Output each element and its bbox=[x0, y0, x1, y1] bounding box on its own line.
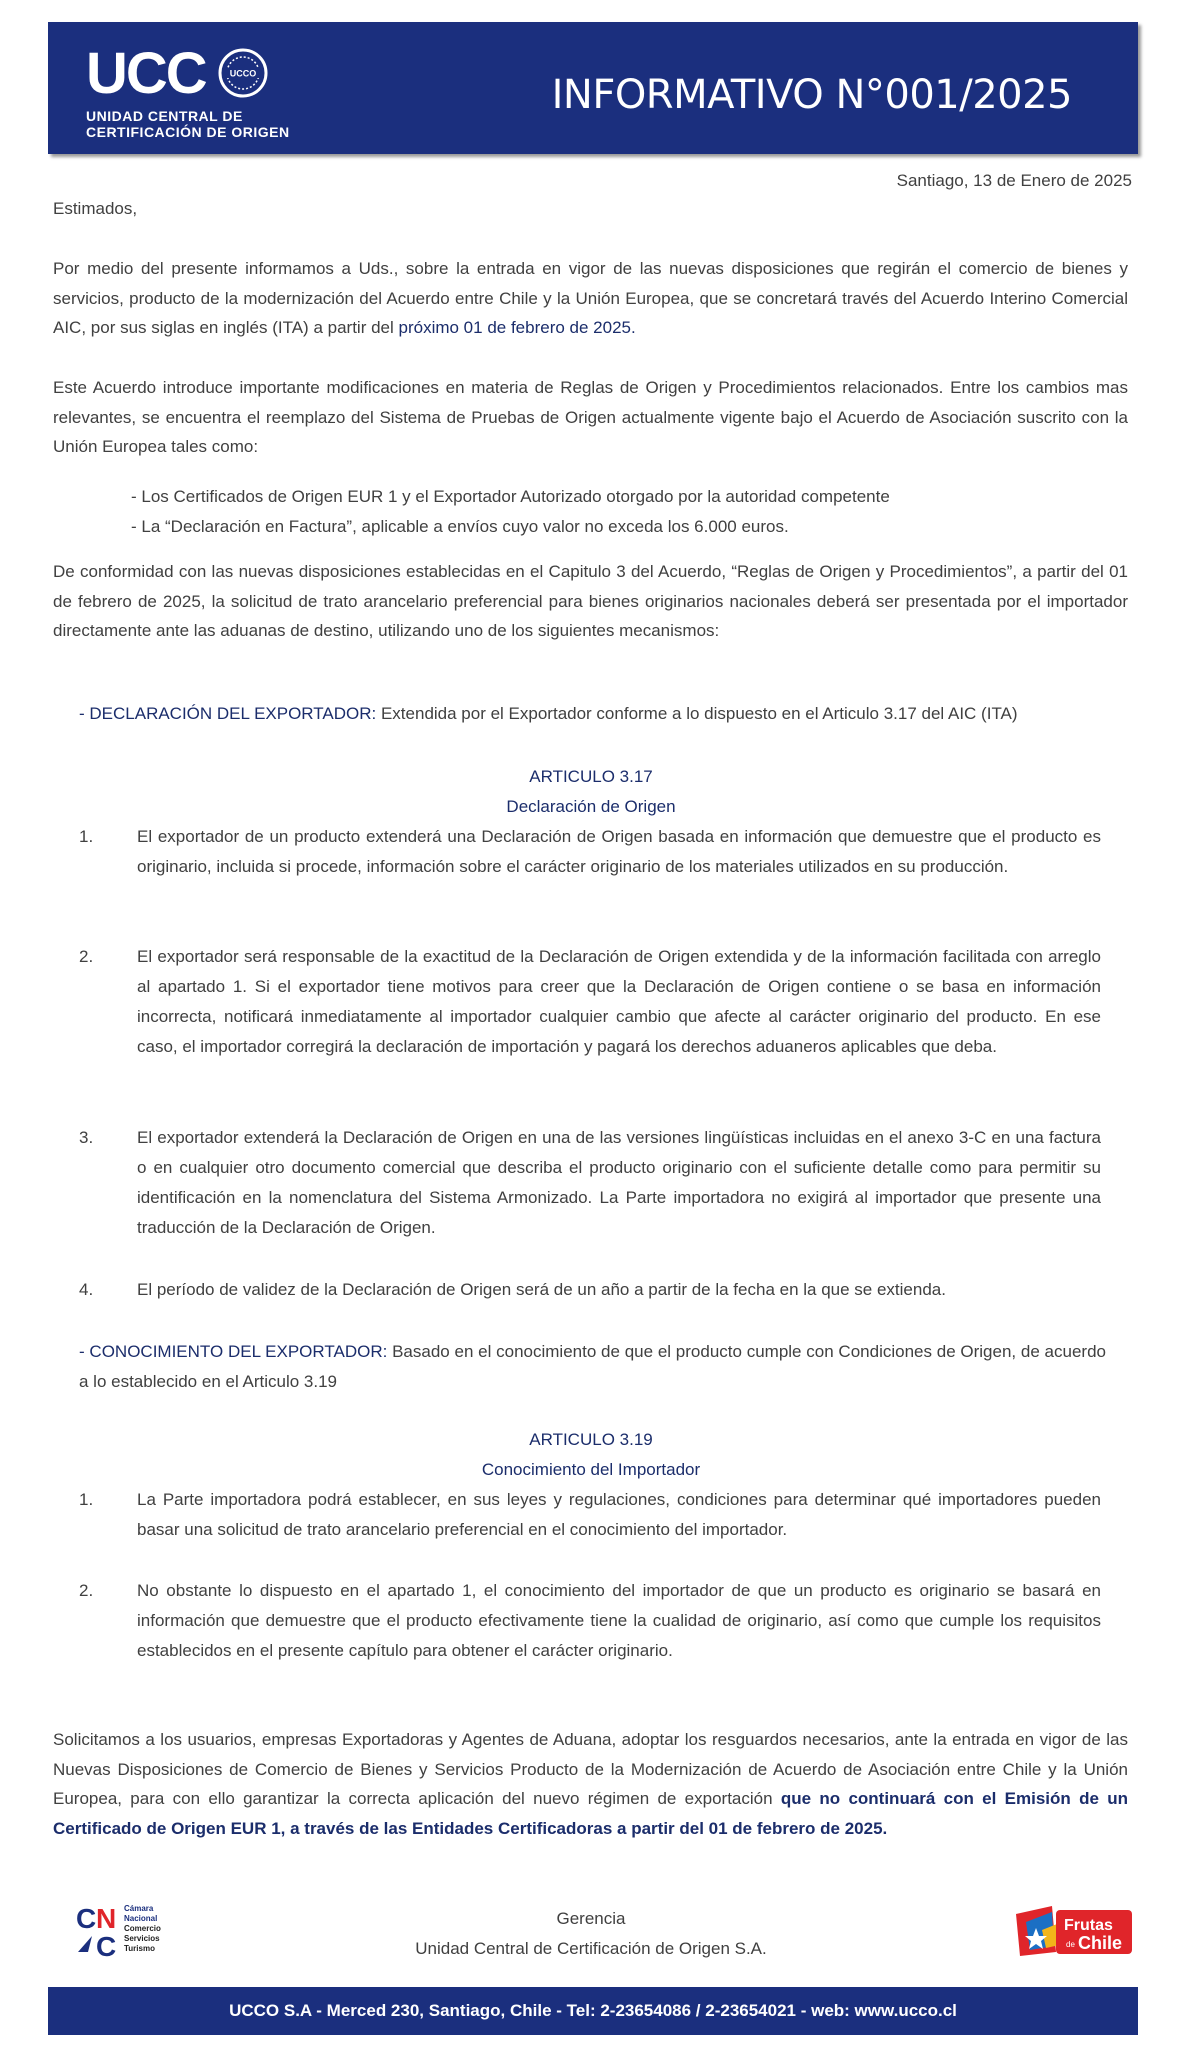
paragraph-intro bbox=[53, 254, 1128, 343]
logo-text: UCC bbox=[86, 41, 206, 106]
cnc-letter-c1: C bbox=[76, 1903, 97, 1934]
frutas-chile: Chile bbox=[1078, 1933, 1123, 1953]
list-item-number: 1. bbox=[79, 827, 94, 846]
footer-contact-bar: UCCO S.A - Merced 230, Santiago, Chile - Tel: 2-23654086 / 2-23654021 - web: www.ucco.cl bbox=[48, 1987, 1138, 2035]
list-item-text: No obstante lo dispuesto en el apartado 1, el conocimiento del importador de que un producto es originario se basará en información que demuestre que el producto efectivamente tiene la cualidad de originario, así como que cumple los requisitos establecidos en el presente capítulo para obtener el carácter originario. bbox=[137, 1581, 1101, 1660]
bullet-item: - Los Certificados de Origen EUR 1 y el Exportador Autorizado otorgado por la autoridad competente bbox=[131, 487, 890, 506]
list-item-text: El exportador será responsable de la exactitud de la Declaración de Origen extendida y de la información facilitada con arreglo al apartado 1. Si el exportador tiene motivos para creer que la Declaración de Origen contiene o se basa en información incorrecta, notificará inmediatamente al importador cualquier cambio que afecte al carácter originario del producto. En ese caso, el importador corregirá la declaración de importación y pagará los derechos aduaneros aplicables que deba. bbox=[137, 947, 1101, 1056]
mechanism-declaration-label: - DECLARACIÓN DEL EXPORTADOR: bbox=[79, 704, 377, 723]
mechanism-knowledge bbox=[79, 1337, 1106, 1396]
cnc-letter-c2: C bbox=[96, 1931, 117, 1962]
document-date: Santiago, 13 de Enero de 2025 bbox=[896, 171, 1132, 190]
list-item-number: 2. bbox=[79, 947, 94, 966]
frutas-word: Frutas bbox=[1064, 1917, 1113, 1934]
signature-gerencia: Gerencia bbox=[556, 1909, 626, 1928]
paragraph-intro-date: próximo 01 de febrero de 2025. bbox=[398, 318, 636, 337]
article-317-title: ARTICULO 3.17 bbox=[529, 767, 653, 786]
mechanism-knowledge-text: Basado en el conocimiento de que el producto cumple con Condiciones de Origen, de acuerdo a lo establecido en el Articulo 3.19 bbox=[79, 1342, 1106, 1391]
logo-subtitle-line2: CERTIFICACIÓN DE ORIGEN bbox=[86, 124, 290, 140]
article-319-subtitle: Conocimiento del Importador bbox=[481, 1460, 701, 1479]
frutas-de-chile-logo bbox=[1012, 1900, 1136, 1962]
list-item-text: El período de validez de la Declaración de Origen será de un año a partir de la fecha en la que se extienda. bbox=[137, 1280, 946, 1299]
cnc-line: Nacional bbox=[124, 1914, 158, 1923]
paragraph-intro-text: Por medio del presente informamos a Uds., sobre la entrada en vigor de las nuevas disposiciones que regirán el comercio de bienes y servicios, producto de la modernización del Acuerdo entre Chile y la Unión Europea, que se concretará través del Acuerdo Interino Comercial AIC, por sus siglas en inglés (ITA) a partir del bbox=[53, 259, 1128, 337]
cnc-line: Servicios bbox=[124, 1934, 160, 1943]
signature-company: Unidad Central de Certificación de Origen S.A. bbox=[415, 1939, 767, 1958]
greeting: Estimados, bbox=[53, 199, 138, 218]
logo-subtitle bbox=[86, 108, 290, 140]
list-item-number: 2. bbox=[79, 1581, 94, 1600]
list-item-number: 4. bbox=[79, 1280, 94, 1299]
seal-icon bbox=[218, 48, 268, 98]
logo-subtitle-line1: UNIDAD CENTRAL DE bbox=[86, 108, 243, 124]
list-item-text: La Parte importadora podrá establecer, en sus leyes y regulaciones, condiciones para determinar qué importadores pueden basar una solicitud de trato arancelario preferencial en el conocimiento del importador. bbox=[137, 1490, 1101, 1539]
list-item-number: 3. bbox=[79, 1128, 94, 1147]
list-item-number: 1. bbox=[79, 1490, 94, 1509]
paragraph-changes: Este Acuerdo introduce importante modificaciones en materia de Reglas de Origen y Procedimientos relacionados. Entre los cambios mas relevantes, se encuentra el reemplazo del Sistema de Pruebas de Origen actualmente vigente bajo el Acuerdo de Asociación suscrito con la Unión Europea tales como: bbox=[53, 378, 1128, 456]
frutas-logo-icon bbox=[1012, 1900, 1136, 1962]
ucco-logo bbox=[86, 41, 290, 140]
paragraph-request bbox=[53, 1725, 1128, 1843]
cnc-line: Cámara bbox=[124, 1904, 154, 1913]
frutas-de: de bbox=[1066, 1940, 1075, 1949]
cnc-letter-n: N bbox=[96, 1903, 117, 1934]
mechanism-declaration-text: Extendida por el Exportador conforme a lo dispuesto en el Articulo 3.17 del AIC (ITA) bbox=[376, 704, 1018, 723]
paragraph-conformity: De conformidad con las nuevas disposiciones establecidas en el Capitulo 3 del Acuerdo, “Reglas de Origen y Procedimientos”, a partir del 01 de febrero de 2025, la solicitud de trato arancelario preferencial para bienes originarios nacionales deberá ser presentada por el importador directamente ante las aduanas de destino, utilizando uno de los siguientes mecanismos: bbox=[53, 562, 1128, 640]
article-317-subtitle: Declaración de Origen bbox=[506, 797, 676, 816]
cnc-line: Turismo bbox=[124, 1944, 155, 1953]
bullet-list bbox=[131, 482, 1121, 541]
mechanism-knowledge-label: - CONOCIMIENTO DEL EXPORTADOR: bbox=[79, 1342, 388, 1361]
seal-text: UCCO bbox=[229, 68, 257, 79]
header-banner bbox=[48, 22, 1138, 154]
list-item-text: El exportador de un producto extenderá una Declaración de Origen basada en información que demuestre que el producto es originario, incluida si procede, información sobre el carácter originario de los materiales utilizados en su producción. bbox=[137, 827, 1101, 876]
article-319-title: ARTICULO 3.19 bbox=[529, 1430, 653, 1449]
document-title: INFORMATIVO N°001/2025 bbox=[551, 72, 1072, 118]
list-item-text: El exportador extenderá la Declaración de Origen en una de las versiones lingüísticas incluidas en el anexo 3-C en una factura o en cualquier otro documento comercial que describa el producto originario con el suficiente detalle como para permitir su identificación en la nomenclatura del Sistema Armonizado. La Parte importadora no exigirá al importador que presente una traducción de la Declaración de Origen. bbox=[137, 1128, 1101, 1237]
bullet-item: - La “Declaración en Factura”, aplicable a envíos cuyo valor no exceda los 6.000 euros. bbox=[131, 516, 789, 536]
paragraph-request-text: Solicitamos a los usuarios, empresas Exportadoras y Agentes de Aduana, adoptar los resguardos necesarios, ante la entrada en vigor de las Nuevas Disposiciones de Comercio de Bienes y Servicios Producto de la Modernización de Acuerdo de Asociación entre Chile y la Unión Europea, para con ello garantizar la correcta aplicación del nuevo régimen de exportación bbox=[53, 1730, 1128, 1808]
paragraph-request-emph: que no continuará con el Emisión de un Certificado de Origen EUR 1, a través de las Entidades Certificadoras a partir del 01 de febrero de 2025. bbox=[53, 1789, 1128, 1838]
mechanism-declaration bbox=[79, 699, 1119, 729]
cnc-line: Comercio bbox=[124, 1924, 161, 1933]
